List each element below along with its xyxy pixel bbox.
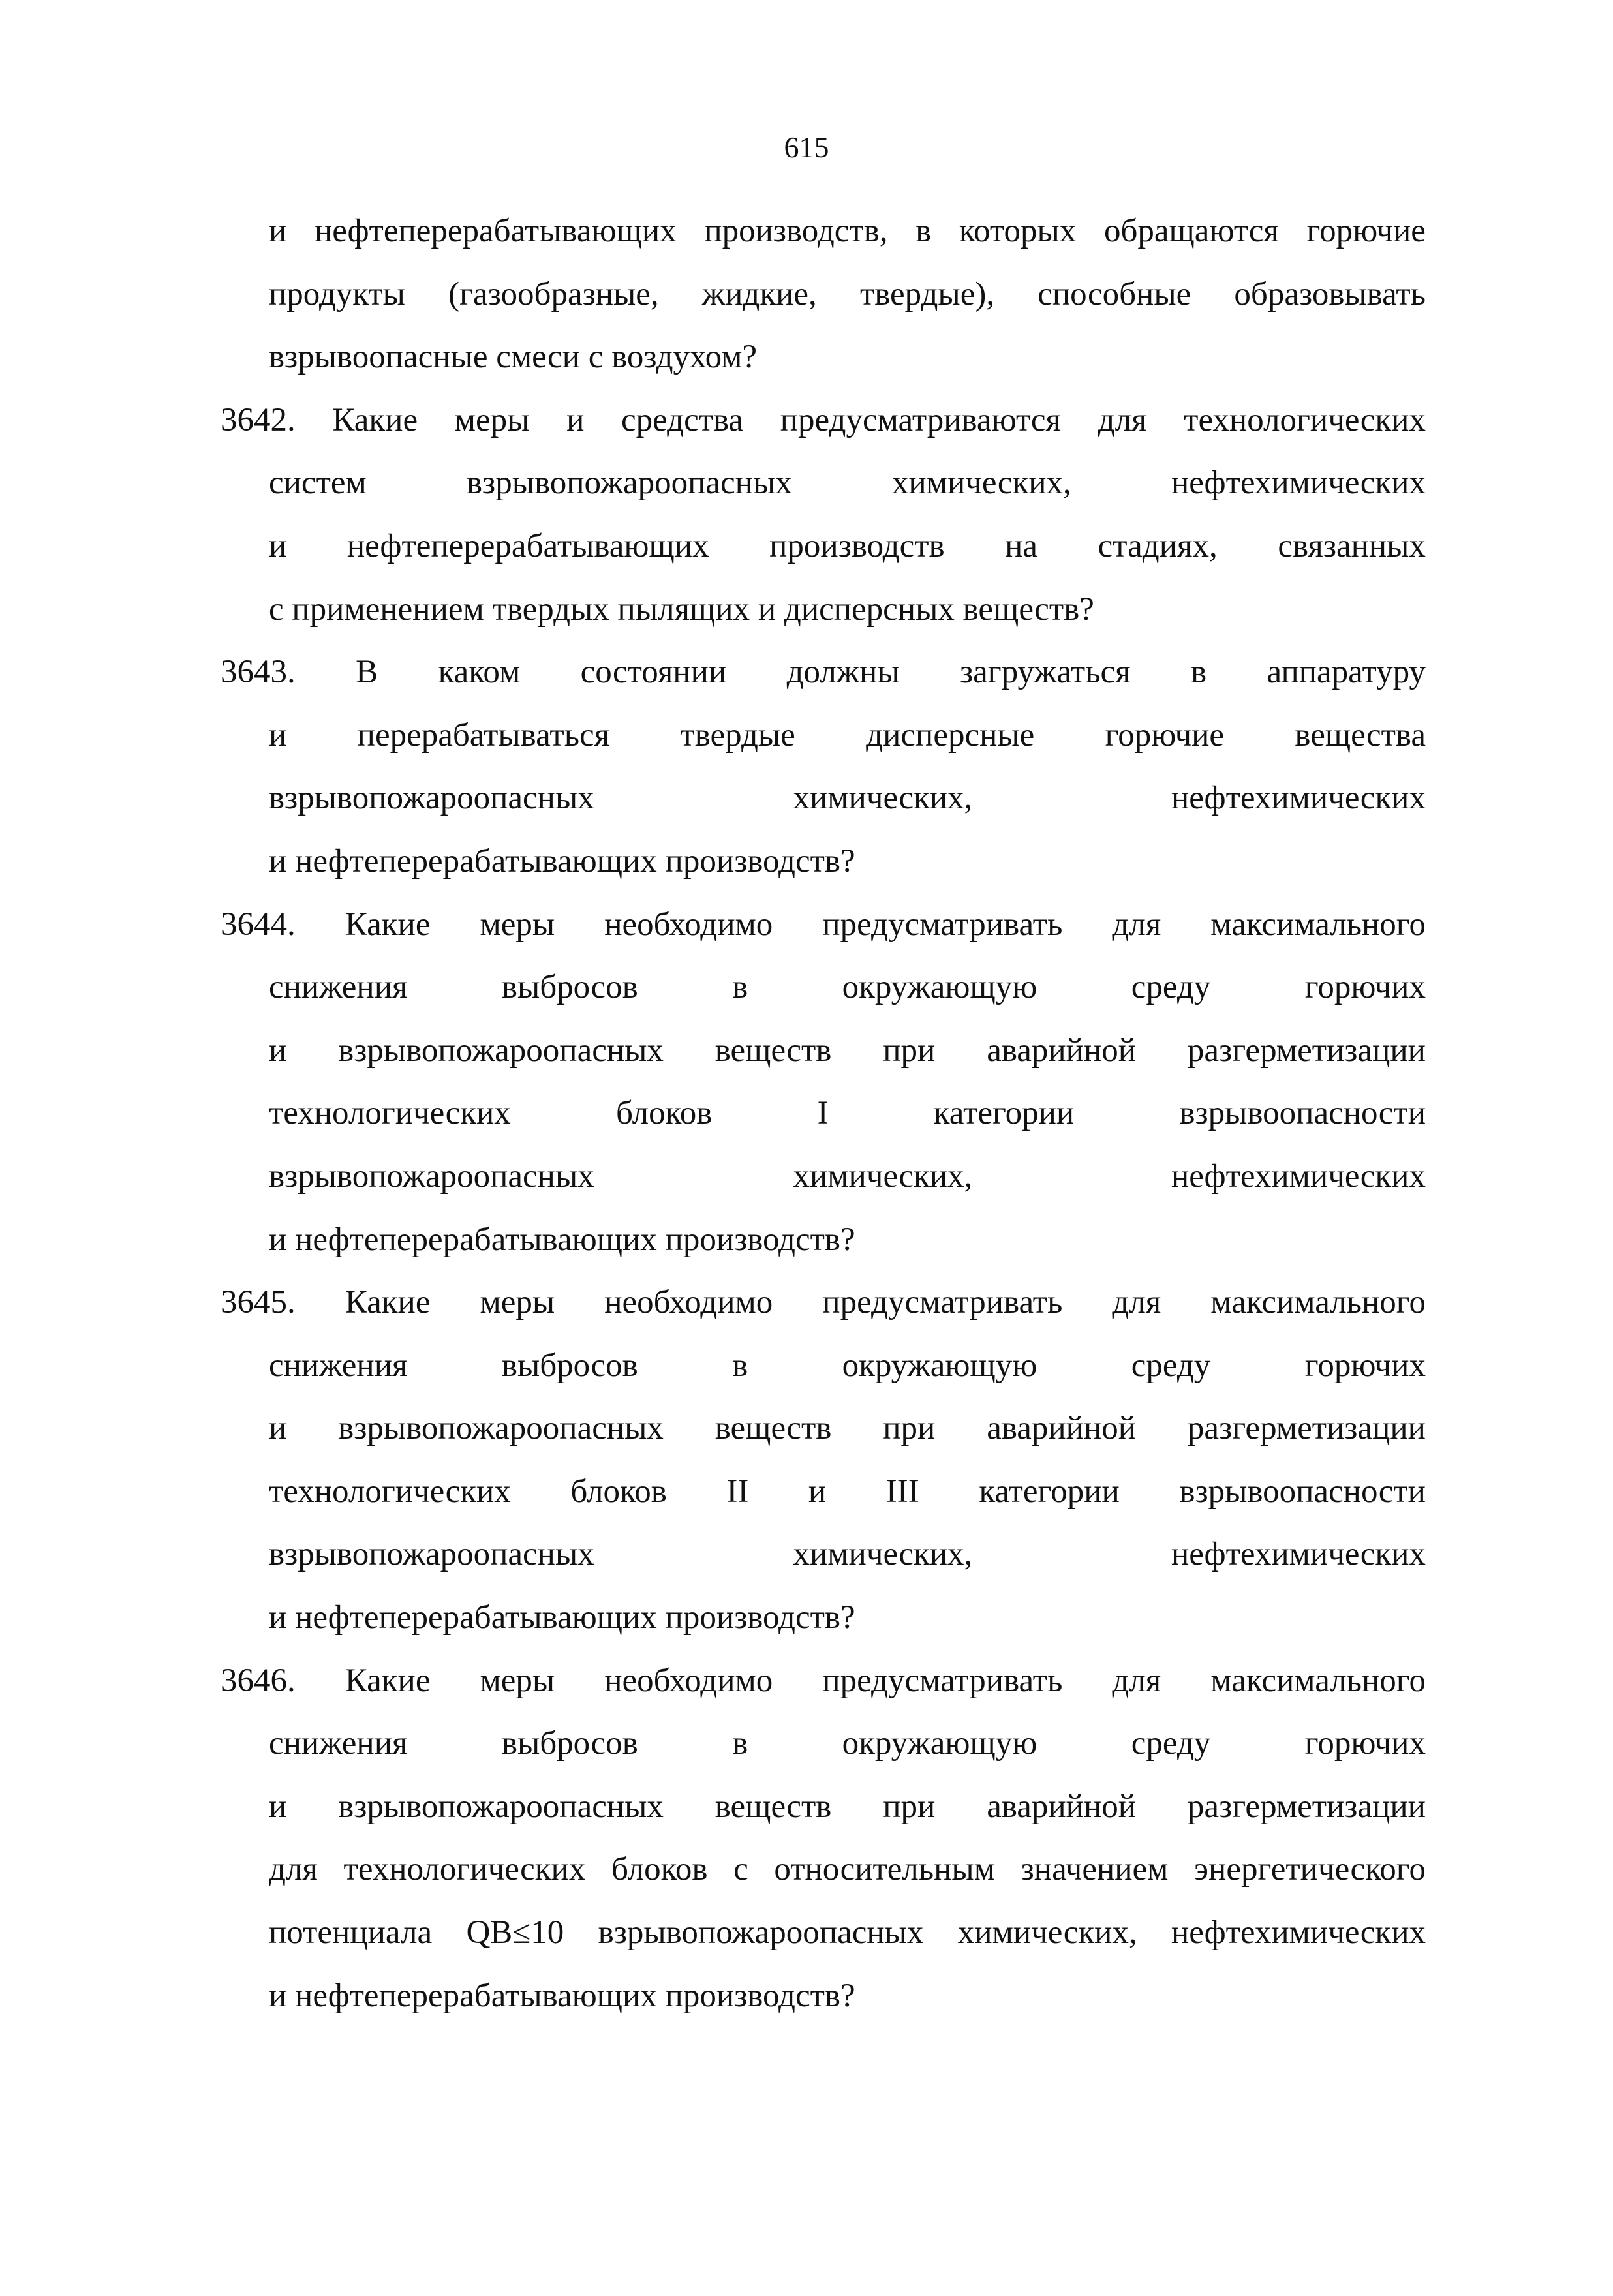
word: химических,	[793, 1157, 973, 1195]
word: при	[883, 1788, 936, 1825]
word: окружающую	[842, 1347, 1037, 1384]
word: блоков	[570, 1473, 667, 1510]
text-line	[269, 1082, 1426, 1145]
word: каком	[438, 654, 521, 691]
word: нефтехимических	[1171, 1536, 1426, 1573]
text-line	[269, 767, 1426, 830]
word: предусматривать	[822, 1284, 1063, 1321]
text-line: и нефтеперерабатывающих производств?	[269, 1221, 855, 1258]
word: горючие	[1306, 213, 1426, 249]
text-line	[269, 956, 1426, 1019]
word: взрывоопасности	[1179, 1473, 1426, 1510]
word: продукты	[269, 275, 405, 313]
word: в	[1190, 654, 1207, 691]
word: нефтеперерабатывающих	[314, 213, 677, 249]
word: взрывопожароопасных	[466, 465, 792, 502]
word: твердые	[680, 716, 795, 754]
word: 3646.	[221, 1662, 296, 1699]
text-line: с применением твердых пылящих и дисперсных веществ?	[269, 590, 1094, 628]
word: аварийной	[987, 1410, 1137, 1447]
text-line	[269, 515, 1426, 578]
word: химических,	[891, 465, 1071, 502]
word: и	[269, 213, 287, 249]
word: снижения	[269, 1725, 408, 1762]
word: блоков	[611, 1851, 708, 1888]
word: производств	[769, 527, 945, 564]
word: горючие	[1105, 716, 1225, 754]
text-line	[269, 1838, 1426, 1901]
word: в	[732, 1725, 748, 1762]
word: необходимо	[604, 906, 773, 943]
page-number: 615	[784, 130, 829, 164]
word: систем	[269, 465, 367, 502]
word: для	[1112, 906, 1161, 943]
word: среду	[1131, 1347, 1211, 1384]
word: химических,	[793, 780, 973, 817]
question-3642	[0, 389, 1613, 641]
word: нефтехимических	[1171, 1157, 1426, 1195]
question-first-line	[221, 1271, 1426, 1334]
word: разгерметизации	[1187, 1410, 1426, 1447]
word: технологических	[1184, 401, 1426, 438]
word: веществ	[714, 1032, 832, 1069]
word: и	[269, 1032, 287, 1069]
word: максимального	[1210, 1662, 1426, 1699]
word: взрывоопасности	[1179, 1095, 1426, 1132]
word: технологических	[269, 1473, 511, 1510]
question-3645	[0, 1271, 1613, 1649]
word: снижения	[269, 969, 408, 1006]
word: выбросов	[501, 1347, 638, 1384]
word: аварийной	[987, 1788, 1137, 1825]
word: перерабатываться	[357, 716, 610, 754]
text-line	[269, 1460, 1426, 1523]
word: максимального	[1210, 1284, 1426, 1321]
word: относительным	[774, 1851, 995, 1888]
word: взрывопожароопасных	[269, 1157, 594, 1195]
word: химических,	[793, 1536, 973, 1573]
text-line	[269, 704, 1426, 767]
word: 3642.	[221, 401, 296, 438]
word: I	[817, 1095, 829, 1132]
text-line: и нефтеперерабатывающих производств?	[269, 842, 855, 880]
word: 3644.	[221, 906, 296, 943]
word: для	[1112, 1284, 1161, 1321]
word: нефтехимических	[1171, 780, 1426, 817]
word: в	[732, 969, 748, 1006]
question-3646	[0, 1649, 1613, 2028]
word: в	[915, 213, 932, 249]
word: 3643.	[221, 654, 296, 691]
word: выбросов	[501, 969, 638, 1006]
word: потенциала	[269, 1914, 433, 1952]
word: твердые),	[859, 275, 995, 313]
word: окружающую	[842, 969, 1037, 1006]
word: предусматривать	[822, 906, 1063, 943]
word: предусматриваются	[780, 401, 1061, 438]
word: и	[808, 1473, 827, 1510]
word: нефтеперерабатывающих	[346, 527, 709, 564]
word: в	[732, 1347, 748, 1384]
word: снижения	[269, 1347, 408, 1384]
question-first-line	[221, 893, 1426, 957]
word: средства	[621, 401, 744, 438]
word: меры	[480, 1284, 555, 1321]
text-line	[269, 1397, 1426, 1460]
text-line	[269, 1334, 1426, 1398]
word: веществ	[714, 1410, 832, 1447]
word: 3645.	[221, 1284, 296, 1321]
word: для	[269, 1851, 318, 1888]
word: взрывопожароопасных	[338, 1032, 664, 1069]
word: разгерметизации	[1187, 1788, 1426, 1825]
word: окружающую	[842, 1725, 1037, 1762]
word: обращаются	[1103, 213, 1279, 249]
word: категории	[979, 1473, 1120, 1510]
word: на	[1005, 527, 1038, 564]
word: веществ	[714, 1788, 832, 1825]
text-line: и нефтеперерабатывающих производств?	[269, 1977, 855, 2014]
continuation-paragraph	[0, 200, 1613, 389]
text-line	[269, 263, 1426, 326]
text-line	[269, 1775, 1426, 1839]
text-line: взрывоопасные смеси с воздухом?	[269, 339, 758, 376]
text-line	[269, 1523, 1426, 1586]
text-line	[269, 1712, 1426, 1775]
question-first-line	[221, 1649, 1426, 1713]
word: взрывопожароопасных	[269, 1536, 594, 1573]
word: загружаться	[960, 654, 1131, 691]
word: Какие	[345, 906, 431, 943]
word: аппаратуру	[1267, 654, 1426, 691]
text-line	[269, 1901, 1426, 1965]
question-3643	[0, 641, 1613, 893]
word: среду	[1131, 969, 1211, 1006]
word: для	[1112, 1662, 1161, 1699]
word: III	[885, 1473, 919, 1510]
word: необходимо	[604, 1662, 773, 1699]
text-line	[269, 1145, 1426, 1208]
word: и	[269, 1788, 287, 1825]
word: нефтехимических	[1171, 1914, 1426, 1952]
word: и	[566, 401, 585, 438]
word: которых	[959, 213, 1077, 249]
question-list	[0, 200, 1613, 2027]
word: способные	[1037, 275, 1191, 313]
word: жидкие,	[701, 275, 817, 313]
word: горючих	[1304, 969, 1426, 1006]
word: Какие	[345, 1662, 431, 1699]
word: нефтехимических	[1171, 465, 1426, 502]
question-3644	[0, 893, 1613, 1272]
word: QB≤10	[466, 1914, 564, 1952]
word: энергетического	[1194, 1851, 1426, 1888]
word: предусматривать	[822, 1662, 1063, 1699]
word: вещества	[1295, 716, 1426, 754]
word: Какие	[332, 401, 418, 438]
word: разгерметизации	[1187, 1032, 1426, 1069]
word: должны	[786, 654, 900, 691]
text-line	[269, 452, 1426, 515]
word: с	[733, 1851, 748, 1888]
word: взрывопожароопасных	[338, 1788, 664, 1825]
word: дисперсные	[866, 716, 1035, 754]
word: состоянии	[580, 654, 727, 691]
word: взрывопожароопасных	[338, 1410, 664, 1447]
word: меры	[454, 401, 530, 438]
word: стадиях,	[1098, 527, 1218, 564]
text-line: и нефтеперерабатывающих производств?	[269, 1599, 855, 1636]
word: среду	[1131, 1725, 1211, 1762]
word: выбросов	[501, 1725, 638, 1762]
word: для	[1098, 401, 1147, 438]
word: при	[883, 1032, 936, 1069]
word: горючих	[1304, 1347, 1426, 1384]
word: необходимо	[604, 1284, 773, 1321]
word: образовывать	[1234, 275, 1426, 313]
word: технологических	[343, 1851, 586, 1888]
word: аварийной	[987, 1032, 1137, 1069]
word: взрывопожароопасных	[269, 780, 594, 817]
word: связанных	[1278, 527, 1426, 564]
word: производств,	[704, 213, 888, 249]
word: меры	[480, 906, 555, 943]
word: (газообразные,	[448, 275, 659, 313]
word: технологических	[269, 1095, 511, 1132]
word: В	[356, 654, 378, 691]
question-first-line	[221, 641, 1426, 704]
word: значением	[1021, 1851, 1169, 1888]
word: категории	[933, 1095, 1075, 1132]
word: и	[269, 527, 287, 564]
text-line	[269, 1019, 1426, 1082]
word: при	[883, 1410, 936, 1447]
word: и	[269, 716, 287, 754]
text-line	[269, 200, 1426, 263]
word: Какие	[345, 1284, 431, 1321]
word: II	[726, 1473, 749, 1510]
word: меры	[480, 1662, 555, 1699]
question-first-line	[221, 389, 1426, 452]
word: химических,	[957, 1914, 1137, 1952]
word: и	[269, 1410, 287, 1447]
word: взрывопожароопасных	[598, 1914, 924, 1952]
word: горючих	[1304, 1725, 1426, 1762]
word: максимального	[1210, 906, 1426, 943]
word: блоков	[615, 1095, 713, 1132]
